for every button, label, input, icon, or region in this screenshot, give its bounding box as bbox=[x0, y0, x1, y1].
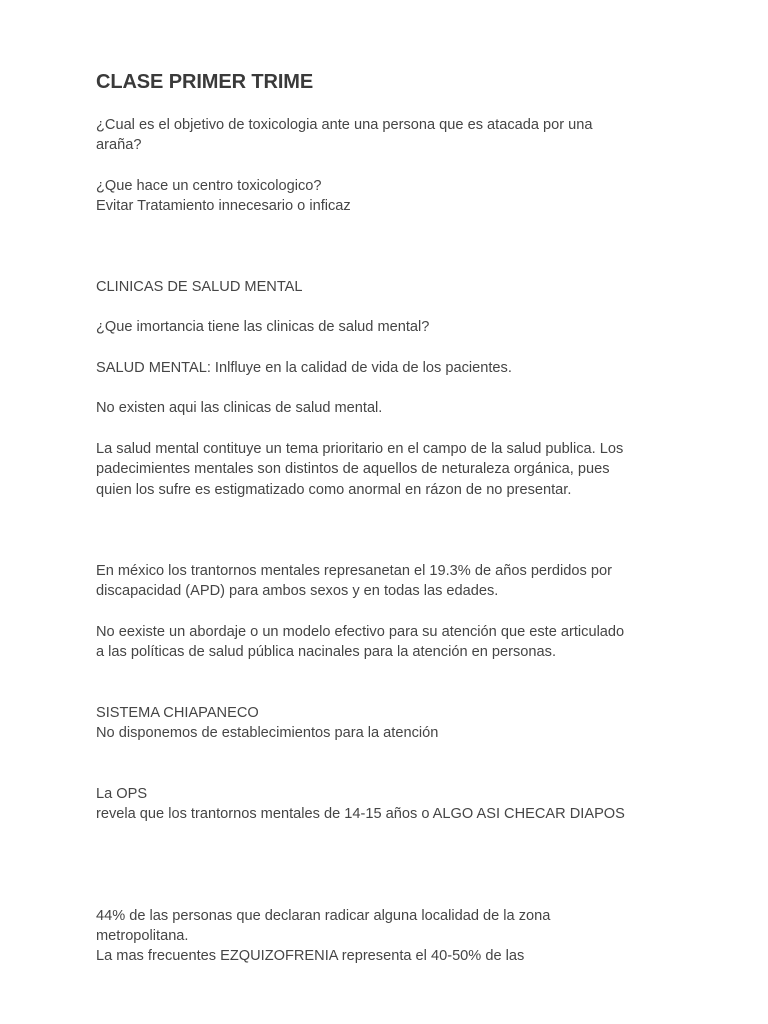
section-heading: CLINICAS DE SALUD MENTAL bbox=[96, 279, 303, 295]
text-line: a las políticas de salud pública nacinales para la atención en personas. bbox=[96, 644, 557, 660]
text-line: ¿Cual es el objetivo de toxicologia ante una persona que es atacada por una bbox=[96, 117, 593, 133]
document-title: CLASE PRIMER TRIME bbox=[96, 71, 314, 93]
text-line: La OPS bbox=[96, 786, 148, 802]
text-line: SALUD MENTAL: Inlfluye en la calidad de vida de los pacientes. bbox=[96, 360, 512, 376]
text-line: Evitar Tratamiento innecesario o inficaz bbox=[96, 198, 351, 214]
text-line: revela que los trantornos mentales de 14-15 años o ALGO ASI CHECAR DIAPOS bbox=[96, 806, 625, 822]
text-line: En méxico los trantornos mentales represanetan el 19.3% de años perdidos por bbox=[96, 563, 612, 579]
text-line: ¿Que imortancia tiene las clinicas de salud mental? bbox=[96, 319, 430, 335]
text-line: 44% de las personas que declaran radicar alguna localidad de la zona bbox=[96, 908, 551, 924]
text-line: La salud mental contituye un tema prioritario en el campo de la salud publica. Los bbox=[96, 441, 624, 457]
text-line: quien los sufre es estigmatizado como anormal en rázon de no presentar. bbox=[96, 482, 572, 498]
text-line: ¿Que hace un centro toxicologico? bbox=[96, 178, 322, 194]
document-page bbox=[96, 0, 696, 1024]
text-line: padecimientes mentales son distintos de aquellos de neturaleza orgánica, pues bbox=[96, 461, 610, 477]
text-line: discapacidad (APD) para ambos sexos y en todas las edades. bbox=[96, 583, 499, 599]
text-line: No disponemos de establecimientos para la atención bbox=[96, 725, 439, 741]
text-line: No eexiste un abordaje o un modelo efectivo para su atención que este articulado bbox=[96, 624, 625, 640]
section-heading: SISTEMA CHIAPANECO bbox=[96, 705, 259, 721]
text-line: No existen aqui las clinicas de salud mental. bbox=[96, 400, 383, 416]
text-line: araña? bbox=[96, 137, 142, 153]
text-line: metropolitana. bbox=[96, 928, 189, 944]
text-line: La mas frecuentes EZQUIZOFRENIA representa el 40-50% de las bbox=[96, 948, 525, 964]
